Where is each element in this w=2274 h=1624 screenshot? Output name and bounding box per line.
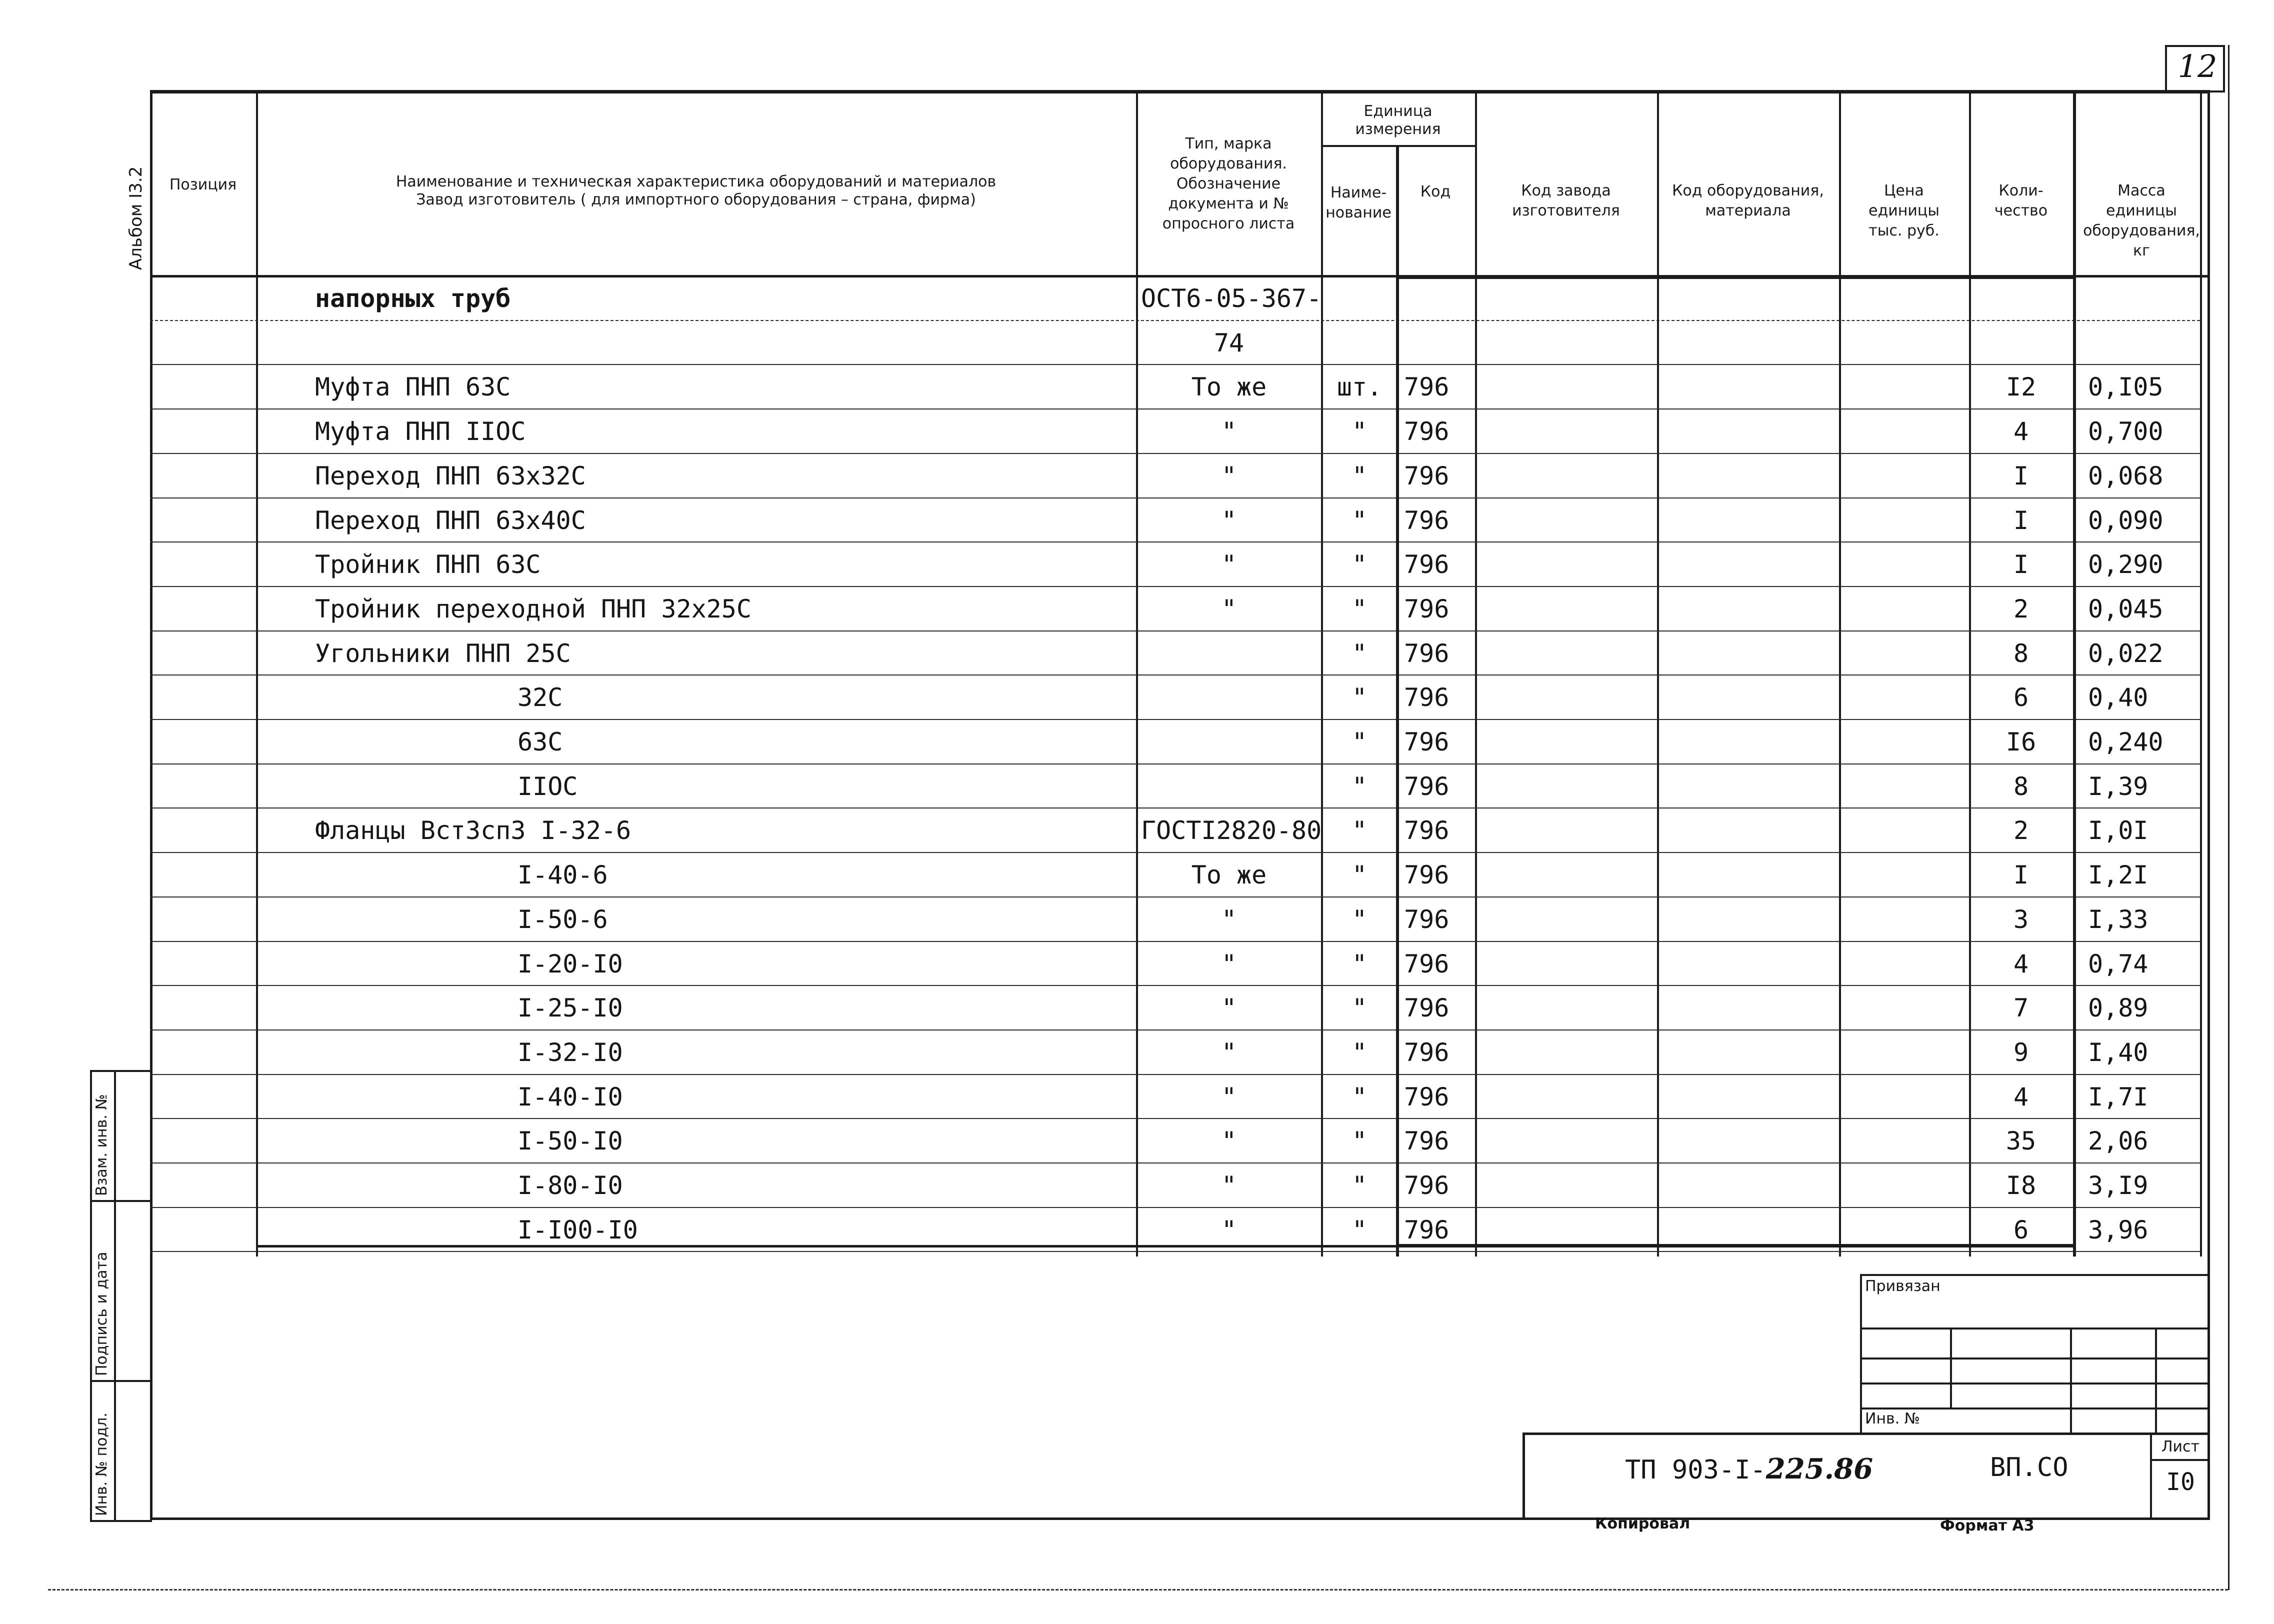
stamp-sheet-no: I0 [2166, 1468, 2195, 1496]
stamp-doc-code-hand: 225.86 [1766, 1452, 1874, 1486]
cell-code: 796 [1404, 728, 1450, 756]
right-margin-line [2228, 45, 2230, 1590]
cell-name: 63С [518, 728, 563, 756]
header-mass: Масса единицы оборудования, кг [2083, 182, 2200, 260]
cell-code: 796 [1404, 994, 1450, 1023]
cell-type: " [1221, 994, 1237, 1023]
cell-name: I-20-I0 [518, 949, 623, 978]
cell-qty: 6 [2013, 683, 2029, 712]
album-label: Альбом I3.2 [126, 166, 146, 270]
cell-unit: " [1352, 1038, 1368, 1067]
cell-qty: 7 [2013, 994, 2029, 1023]
cell-name: I-50-I0 [518, 1126, 623, 1156]
stamp-line-b [1860, 1358, 2210, 1360]
cell-mass: 0,40 [2088, 683, 2148, 712]
footer-kopiroval: Копировал [1595, 1515, 1690, 1532]
cell-code: 796 [1404, 1126, 1450, 1156]
cell-unit: " [1352, 994, 1368, 1023]
stamp-top-line [1860, 1274, 2210, 1276]
cell-unit: " [1352, 1215, 1368, 1244]
cell-mass: 0,068 [2088, 461, 2164, 490]
cell-unit: " [1352, 904, 1368, 934]
cell-qty: 4 [2013, 1082, 2029, 1112]
side-label-podpis: Подпись и дата [93, 1252, 110, 1376]
cell-qty: I2 [2006, 372, 2036, 402]
col-line-position [256, 92, 258, 1256]
stamp-sheet-divider [2150, 1432, 2152, 1520]
cell-qty: 4 [2013, 417, 2029, 446]
cell-type: " [1221, 1038, 1237, 1067]
cell-mass: I,40 [2088, 1038, 2148, 1067]
cell-name: I-I00-I0 [518, 1215, 638, 1244]
header-position: Позиция [169, 176, 237, 194]
cell-code: 796 [1404, 1171, 1450, 1200]
cell-code: 796 [1404, 1082, 1450, 1112]
cell-name: I-50-6 [518, 904, 608, 934]
cell-qty: I [2013, 506, 2029, 535]
cell-code: 796 [1404, 417, 1450, 446]
cell-unit: " [1352, 1126, 1368, 1156]
left-stamp-line-4 [90, 1520, 152, 1522]
cell-type: ОСТ6-05-367- [1141, 284, 1322, 313]
stamp-inner-v1 [1950, 1328, 1952, 1408]
cell-code: 796 [1404, 772, 1450, 801]
cell-unit: " [1352, 816, 1368, 846]
cell-name: Тройник переходной ПНП 32х25С [315, 594, 752, 624]
cell-qty: 3 [2013, 904, 2029, 934]
cell-unit: шт. [1336, 372, 1382, 402]
footer-format: Формат А3 [1940, 1517, 2034, 1534]
cell-mass: 0,090 [2088, 506, 2164, 535]
stamp-sheet-label: Лист [2161, 1438, 2200, 1456]
cell-qty: I [2013, 461, 2029, 490]
cell-unit: " [1352, 417, 1368, 446]
header-name-2: Завод изготовитель ( для импортного оборудования – страна, фирма) [416, 191, 976, 208]
left-stamp-col-b [114, 1070, 116, 1520]
left-stamp-col-a [90, 1070, 92, 1520]
cell-mass: 0,290 [2088, 550, 2164, 580]
cell-code: 796 [1404, 461, 1450, 490]
cell-type: " [1221, 461, 1237, 490]
cell-code: 796 [1404, 372, 1450, 402]
cell-unit: " [1352, 506, 1368, 535]
cell-name: Угольники ПНП 25С [315, 638, 571, 668]
cell-type: " [1221, 949, 1237, 978]
cell-type: " [1221, 1082, 1237, 1112]
cell-mass: 0,045 [2088, 594, 2164, 624]
cell-qty: 8 [2013, 638, 2029, 668]
header-top-line [150, 92, 2210, 94]
cell-mass: 0,240 [2088, 728, 2164, 756]
cell-mass: 0,89 [2088, 994, 2148, 1023]
page-number: 12 [2178, 48, 2218, 84]
cell-mass: I,0I [2088, 816, 2148, 846]
stamp-left-line [1860, 1274, 1862, 1434]
cell-qty: 2 [2013, 594, 2029, 624]
cell-type: 74 [1214, 328, 1244, 358]
cell-code: 796 [1404, 506, 1450, 535]
cell-qty: I [2013, 550, 2029, 580]
cell-unit: " [1352, 1082, 1368, 1112]
cell-unit: " [1352, 728, 1368, 756]
cell-code: 796 [1404, 904, 1450, 934]
cell-type: " [1221, 550, 1237, 580]
cell-code: 796 [1404, 550, 1450, 580]
stamp-inv-no: Инв. № [1865, 1410, 1920, 1428]
cell-type: " [1221, 904, 1237, 934]
cell-mass: 0,I05 [2088, 372, 2164, 402]
stamp-line-a [1860, 1328, 2210, 1330]
cell-unit: " [1352, 949, 1368, 978]
left-stamp-line-2 [90, 1200, 152, 1202]
cell-unit: " [1352, 1171, 1368, 1200]
cell-qty: I6 [2006, 728, 2036, 756]
cell-unit: " [1352, 594, 1368, 624]
cell-qty: I [2013, 860, 2029, 890]
cell-mass: 3,I9 [2088, 1171, 2148, 1200]
cell-code: 796 [1404, 1215, 1450, 1244]
cell-qty: 9 [2013, 1038, 2029, 1067]
cell-mass: I,33 [2088, 904, 2148, 934]
cell-mass: I,7I [2088, 1082, 2148, 1112]
cell-type: ГОСТI2820-80 [1141, 816, 1322, 846]
header-type: Тип, марка оборудования. Обозначение документа и № опросного листа [1162, 135, 1295, 232]
cell-name: напорных труб [315, 284, 511, 313]
header-unit-code: Код [1420, 183, 1451, 200]
header-price: Цена единицы тыс. руб. [1868, 182, 1940, 240]
cell-name: I-40-I0 [518, 1082, 623, 1112]
stamp-inner-v3 [2155, 1328, 2157, 1434]
stamp-doc-section: ВП.СО [1990, 1452, 2068, 1482]
cell-unit: " [1352, 772, 1368, 801]
side-label-inv-podl: Инв. № подл. [93, 1412, 110, 1516]
cell-unit: " [1352, 550, 1368, 580]
cell-code: 796 [1404, 816, 1450, 846]
side-label-vzam: Взам. инв. № [93, 1094, 110, 1196]
stamp-line-c [1860, 1382, 2210, 1384]
cell-unit: " [1352, 461, 1368, 490]
stamp-sheet-line [2150, 1459, 2210, 1461]
cell-type: " [1221, 594, 1237, 624]
cell-code: 796 [1404, 638, 1450, 668]
cell-name: Переход ПНП 63х32С [315, 461, 586, 490]
col-line-mass-right [2200, 92, 2202, 1256]
left-stamp-line-1 [90, 1070, 152, 1072]
cell-name: Переход ПНП 63х40С [315, 506, 586, 535]
cell-qty: 4 [2013, 949, 2029, 978]
cell-type: " [1221, 1126, 1237, 1156]
cell-name: Тройник ПНП 63С [315, 550, 541, 580]
cell-name: I-32-I0 [518, 1038, 623, 1067]
cell-type: " [1221, 417, 1237, 446]
cell-type: То же [1191, 860, 1267, 890]
cell-type: " [1221, 1215, 1237, 1244]
cell-name: Фланцы ВстЗсп3 I-32-6 [315, 816, 632, 846]
header-unit: Единица измерения [1355, 102, 1441, 138]
cell-name: I-80-I0 [518, 1171, 623, 1200]
header-unit-name: Наиме- нование [1326, 184, 1392, 222]
cell-code: 796 [1404, 594, 1450, 624]
header-factory-code: Код завода изготовителя [1512, 182, 1620, 220]
cell-mass: 0,700 [2088, 417, 2164, 446]
cell-mass: I,39 [2088, 772, 2148, 801]
code-qty-frame [1396, 276, 2076, 1246]
cell-code: 796 [1404, 860, 1450, 890]
header-name-1: Наименование и техническая характеристика оборудований и материалов [396, 173, 996, 190]
cell-name: I-25-I0 [518, 994, 623, 1023]
bottom-margin-line [48, 1589, 2228, 1590]
cell-name: I-40-6 [518, 860, 608, 890]
cell-name: IIОС [518, 772, 578, 801]
cell-name: Муфта ПНП IIОС [315, 417, 526, 446]
header-quantity: Коли- чество [1994, 182, 2048, 220]
cell-mass: 3,96 [2088, 1215, 2148, 1244]
cell-name: Муфта ПНП 63С [315, 372, 511, 402]
cell-unit: " [1352, 683, 1368, 712]
cell-code: 796 [1404, 949, 1450, 978]
header-equipment-code: Код оборудования, материала [1672, 182, 1824, 220]
cell-type: " [1221, 1171, 1237, 1200]
stamp-inner-v2 [2070, 1328, 2072, 1434]
stamp-privyazan: Привязан [1865, 1278, 1940, 1295]
stamp-doc-code: ТП 903-I-225.86 [1625, 1452, 1874, 1486]
cell-qty: 35 [2006, 1126, 2036, 1156]
cell-qty: I8 [2006, 1171, 2036, 1200]
cell-mass: I,2I [2088, 860, 2148, 890]
cell-code: 796 [1404, 683, 1450, 712]
stamp-line-d [1860, 1408, 2210, 1410]
left-stamp-line-3 [90, 1380, 152, 1382]
cell-qty: 8 [2013, 772, 2029, 801]
cell-qty: 6 [2013, 1215, 2029, 1244]
cell-name: 32С [518, 683, 563, 712]
cell-qty: 2 [2013, 816, 2029, 846]
cell-type: " [1221, 506, 1237, 535]
cell-mass: 0,74 [2088, 949, 2148, 978]
cell-code: 796 [1404, 1038, 1450, 1067]
cell-mass: 2,06 [2088, 1126, 2148, 1156]
cell-unit: " [1352, 638, 1368, 668]
cell-mass: 0,022 [2088, 638, 2164, 668]
cell-type: То же [1191, 372, 1267, 402]
cell-unit: " [1352, 860, 1368, 890]
